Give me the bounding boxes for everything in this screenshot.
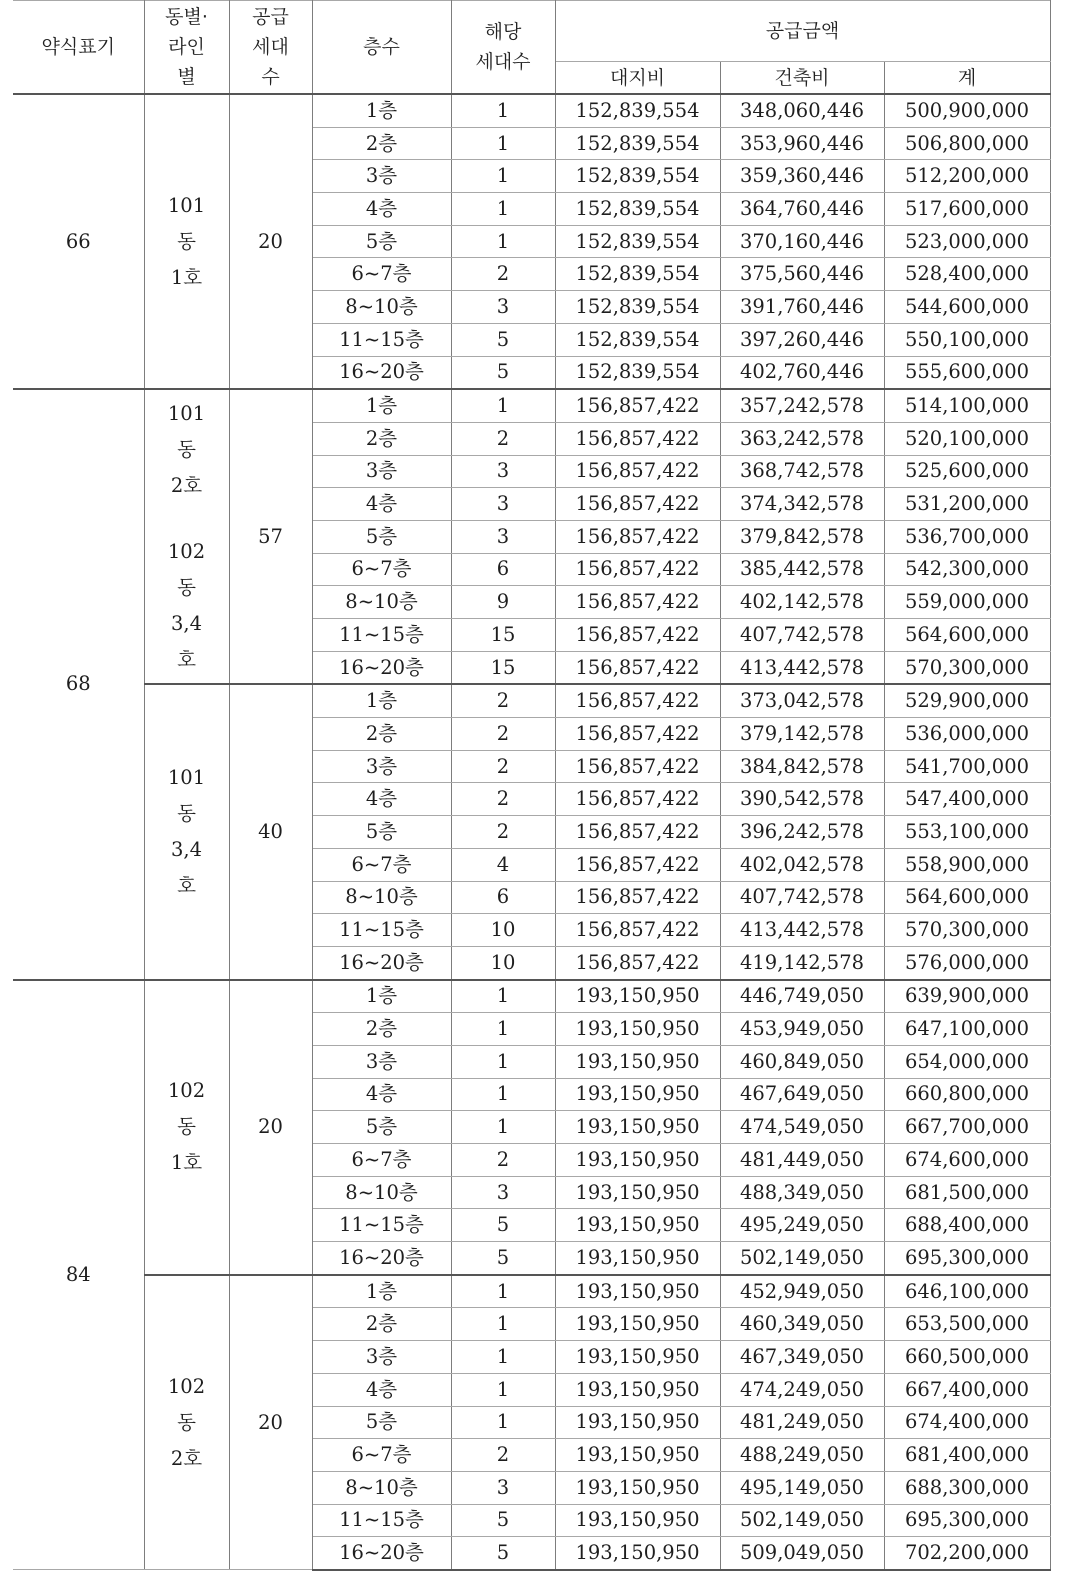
units-cell: 3	[451, 1471, 555, 1504]
floor-cell: 8~10층	[312, 881, 451, 914]
header-building: 건축비	[720, 62, 884, 95]
units-cell: 2	[451, 783, 555, 816]
table-row	[13, 1275, 1050, 1308]
land-cost-cell: 156,857,422	[555, 816, 720, 849]
floor-cell: 8~10층	[312, 1176, 451, 1209]
total-cost-cell: 570,300,000	[884, 914, 1050, 947]
land-cost-cell: 193,150,950	[555, 1504, 720, 1537]
header-land: 대지비	[555, 62, 720, 95]
floor-cell: 2층	[312, 422, 451, 455]
units-cell: 1	[451, 193, 555, 226]
building-cost-cell: 453,949,050	[720, 1013, 884, 1046]
units-cell: 1	[451, 94, 555, 127]
land-cost-cell: 193,150,950	[555, 1471, 720, 1504]
building-cost-cell: 481,449,050	[720, 1144, 884, 1177]
building-cost-cell: 460,849,050	[720, 1045, 884, 1078]
land-cost-cell: 193,150,950	[555, 1045, 720, 1078]
total-cost-cell: 702,200,000	[884, 1537, 1050, 1570]
building-cost-cell: 379,842,578	[720, 520, 884, 553]
building-cost-cell: 488,249,050	[720, 1439, 884, 1472]
units-cell: 3	[451, 1176, 555, 1209]
total-cost-cell: 550,100,000	[884, 323, 1050, 356]
header-building-line-text: 동별· 라인 별	[165, 6, 208, 88]
total-cost-cell: 542,300,000	[884, 553, 1050, 586]
units-cell: 3	[451, 291, 555, 324]
floor-cell: 1층	[312, 980, 451, 1013]
total-cost-cell: 523,000,000	[884, 225, 1050, 258]
land-cost-cell: 193,150,950	[555, 1176, 720, 1209]
land-cost-cell: 193,150,950	[555, 1013, 720, 1046]
floor-cell: 6~7층	[312, 553, 451, 586]
building-cost-cell: 373,042,578	[720, 684, 884, 717]
floor-cell: 4층	[312, 193, 451, 226]
building-cost-cell: 402,042,578	[720, 848, 884, 881]
land-cost-cell: 152,839,554	[555, 356, 720, 389]
floor-cell: 1층	[312, 389, 451, 422]
building-line-text: 3,4	[170, 837, 202, 861]
building-cost-cell: 495,249,050	[720, 1209, 884, 1242]
land-cost-cell: 152,839,554	[555, 291, 720, 324]
total-cost-cell: 570,300,000	[884, 651, 1050, 684]
building-line-text: 101	[167, 193, 206, 217]
units-cell: 4	[451, 848, 555, 881]
units-cell: 5	[451, 1537, 555, 1570]
floor-cell: 3층	[312, 750, 451, 783]
supply-units-cell: 20	[229, 980, 312, 1275]
floor-cell: 16~20층	[312, 946, 451, 979]
table-row	[13, 684, 1050, 717]
building-cost-cell: 353,960,446	[720, 127, 884, 160]
floor-cell: 1층	[312, 684, 451, 717]
supply-units-cell: 57	[229, 389, 312, 684]
floor-cell: 6~7층	[312, 1144, 451, 1177]
total-cost-cell: 688,300,000	[884, 1471, 1050, 1504]
units-cell: 10	[451, 946, 555, 979]
building-cost-cell: 481,249,050	[720, 1406, 884, 1439]
total-cost-cell: 654,000,000	[884, 1045, 1050, 1078]
total-cost-cell: 553,100,000	[884, 816, 1050, 849]
building-line-cell	[144, 389, 229, 684]
building-cost-cell: 368,742,578	[720, 455, 884, 488]
land-cost-cell: 156,857,422	[555, 718, 720, 751]
total-cost-cell: 564,600,000	[884, 881, 1050, 914]
building-line-cell	[144, 684, 229, 979]
total-cost-cell: 559,000,000	[884, 586, 1050, 619]
table-row	[13, 94, 1050, 127]
building-line-text: 호	[177, 647, 196, 671]
floor-cell: 3층	[312, 160, 451, 193]
building-line-text: 101	[167, 401, 206, 425]
land-cost-cell: 152,839,554	[555, 160, 720, 193]
land-cost-cell: 156,857,422	[555, 750, 720, 783]
total-cost-cell: 681,500,000	[884, 1176, 1050, 1209]
total-cost-cell: 639,900,000	[884, 980, 1050, 1013]
units-cell: 5	[451, 1209, 555, 1242]
total-cost-cell: 529,900,000	[884, 684, 1050, 717]
land-cost-cell: 193,150,950	[555, 1242, 720, 1275]
floor-cell: 4층	[312, 783, 451, 816]
building-cost-cell: 363,242,578	[720, 422, 884, 455]
building-cost-cell: 370,160,446	[720, 225, 884, 258]
total-cost-cell: 528,400,000	[884, 258, 1050, 291]
units-cell: 2	[451, 1144, 555, 1177]
land-cost-cell: 193,150,950	[555, 1406, 720, 1439]
building-line-text: 동	[177, 1410, 196, 1434]
building-cost-cell: 509,049,050	[720, 1537, 884, 1570]
floor-cell: 5층	[312, 816, 451, 849]
building-line-text: 호	[177, 873, 196, 897]
building-cost-cell: 502,149,050	[720, 1242, 884, 1275]
building-cost-cell: 419,142,578	[720, 946, 884, 979]
floor-cell: 1층	[312, 94, 451, 127]
building-cost-cell: 467,349,050	[720, 1341, 884, 1374]
land-cost-cell: 156,857,422	[555, 389, 720, 422]
building-cost-cell: 467,649,050	[720, 1078, 884, 1111]
units-cell: 1	[451, 1406, 555, 1439]
building-cost-cell: 488,349,050	[720, 1176, 884, 1209]
floor-cell: 11~15층	[312, 1504, 451, 1537]
building-cost-cell: 385,442,578	[720, 553, 884, 586]
total-cost-cell: 695,300,000	[884, 1242, 1050, 1275]
land-cost-cell: 156,857,422	[555, 783, 720, 816]
total-cost-cell: 674,600,000	[884, 1144, 1050, 1177]
units-cell: 1	[451, 1045, 555, 1078]
units-cell: 3	[451, 488, 555, 521]
building-cost-cell: 413,442,578	[720, 914, 884, 947]
units-cell: 1	[451, 1275, 555, 1308]
units-cell: 1	[451, 1013, 555, 1046]
units-cell: 5	[451, 323, 555, 356]
floor-cell: 6~7층	[312, 1439, 451, 1472]
building-cost-cell: 402,760,446	[720, 356, 884, 389]
land-cost-cell: 193,150,950	[555, 1209, 720, 1242]
floor-cell: 5층	[312, 520, 451, 553]
total-cost-cell: 558,900,000	[884, 848, 1050, 881]
floor-cell: 5층	[312, 1111, 451, 1144]
total-cost-cell: 512,200,000	[884, 160, 1050, 193]
floor-cell: 4층	[312, 1078, 451, 1111]
building-line-text: 101	[167, 765, 206, 789]
units-cell: 5	[451, 356, 555, 389]
units-cell: 1	[451, 389, 555, 422]
building-line-text: 동	[177, 575, 196, 599]
building-line-text: 1호	[170, 1151, 203, 1175]
table-row	[13, 980, 1050, 1013]
units-cell: 1	[451, 160, 555, 193]
header-amount: 공급금액	[555, 1, 1050, 62]
building-line-text: 1호	[170, 265, 203, 289]
floor-cell: 3층	[312, 1045, 451, 1078]
floor-cell: 5층	[312, 225, 451, 258]
supply-units-cell: 20	[229, 1275, 312, 1570]
building-cost-cell: 446,749,050	[720, 980, 884, 1013]
units-cell: 2	[451, 816, 555, 849]
floor-cell: 11~15층	[312, 619, 451, 652]
units-cell: 3	[451, 455, 555, 488]
building-cost-cell: 374,342,578	[720, 488, 884, 521]
land-cost-cell: 156,857,422	[555, 520, 720, 553]
building-cost-cell: 460,349,050	[720, 1308, 884, 1341]
total-cost-cell: 646,100,000	[884, 1275, 1050, 1308]
total-cost-cell: 536,000,000	[884, 718, 1050, 751]
units-cell: 1	[451, 225, 555, 258]
building-cost-cell: 502,149,050	[720, 1504, 884, 1537]
floor-cell: 2층	[312, 1013, 451, 1046]
floor-cell: 16~20층	[312, 1242, 451, 1275]
total-cost-cell: 555,600,000	[884, 356, 1050, 389]
units-cell: 2	[451, 718, 555, 751]
floor-cell: 2층	[312, 127, 451, 160]
land-cost-cell: 152,839,554	[555, 94, 720, 127]
table-header	[13, 1, 1050, 95]
floor-cell: 11~15층	[312, 914, 451, 947]
floor-cell: 3층	[312, 1341, 451, 1374]
total-cost-cell: 536,700,000	[884, 520, 1050, 553]
supply-price-table	[13, 0, 1051, 1571]
units-cell: 2	[451, 258, 555, 291]
floor-cell: 3층	[312, 455, 451, 488]
floor-cell: 4층	[312, 1373, 451, 1406]
building-cost-cell: 375,560,446	[720, 258, 884, 291]
floor-cell: 5층	[312, 1406, 451, 1439]
total-cost-cell: 647,100,000	[884, 1013, 1050, 1046]
total-cost-cell: 576,000,000	[884, 946, 1050, 979]
floor-cell: 1층	[312, 1275, 451, 1308]
units-cell: 1	[451, 127, 555, 160]
land-cost-cell: 193,150,950	[555, 1373, 720, 1406]
land-cost-cell: 152,839,554	[555, 225, 720, 258]
floor-cell: 6~7층	[312, 848, 451, 881]
land-cost-cell: 156,857,422	[555, 914, 720, 947]
land-cost-cell: 156,857,422	[555, 881, 720, 914]
type-label: 66	[13, 94, 144, 389]
land-cost-cell: 193,150,950	[555, 1439, 720, 1472]
building-cost-cell: 407,742,578	[720, 619, 884, 652]
total-cost-cell: 688,400,000	[884, 1209, 1050, 1242]
units-cell: 2	[451, 422, 555, 455]
floor-cell: 4층	[312, 488, 451, 521]
land-cost-cell: 193,150,950	[555, 980, 720, 1013]
units-cell: 1	[451, 1111, 555, 1144]
total-cost-cell: 667,700,000	[884, 1111, 1050, 1144]
total-cost-cell: 660,800,000	[884, 1078, 1050, 1111]
land-cost-cell: 152,839,554	[555, 193, 720, 226]
header-units	[451, 1, 555, 95]
building-cost-cell: 364,760,446	[720, 193, 884, 226]
floor-cell: 2층	[312, 718, 451, 751]
land-cost-cell: 193,150,950	[555, 1537, 720, 1570]
units-cell: 1	[451, 980, 555, 1013]
building-cost-cell: 396,242,578	[720, 816, 884, 849]
total-cost-cell: 674,400,000	[884, 1406, 1050, 1439]
land-cost-cell: 193,150,950	[555, 1144, 720, 1177]
units-cell: 1	[451, 1078, 555, 1111]
units-cell: 15	[451, 619, 555, 652]
building-cost-cell: 348,060,446	[720, 94, 884, 127]
type-label: 84	[13, 980, 144, 1570]
building-line-text: 2호	[170, 1446, 203, 1470]
building-line-cell	[144, 94, 229, 389]
building-line-cell	[144, 1275, 229, 1570]
building-cost-cell: 397,260,446	[720, 323, 884, 356]
total-cost-cell: 541,700,000	[884, 750, 1050, 783]
building-line-text: 102	[167, 539, 206, 563]
land-cost-cell: 193,150,950	[555, 1111, 720, 1144]
units-cell: 15	[451, 651, 555, 684]
building-cost-cell: 379,142,578	[720, 718, 884, 751]
building-cost-cell: 407,742,578	[720, 881, 884, 914]
total-cost-cell: 500,900,000	[884, 94, 1050, 127]
total-cost-cell: 544,600,000	[884, 291, 1050, 324]
total-cost-cell: 520,100,000	[884, 422, 1050, 455]
land-cost-cell: 152,839,554	[555, 127, 720, 160]
floor-cell: 8~10층	[312, 291, 451, 324]
building-line-text: 2호	[170, 473, 203, 497]
building-cost-cell: 474,549,050	[720, 1111, 884, 1144]
building-line-text: 동	[177, 1115, 196, 1139]
total-cost-cell: 517,600,000	[884, 193, 1050, 226]
building-cost-cell: 384,842,578	[720, 750, 884, 783]
header-total: 계	[884, 62, 1050, 95]
units-cell: 1	[451, 1308, 555, 1341]
floor-cell: 16~20층	[312, 1537, 451, 1570]
land-cost-cell: 156,857,422	[555, 586, 720, 619]
building-line-text: 동	[177, 229, 196, 253]
total-cost-cell: 695,300,000	[884, 1504, 1050, 1537]
land-cost-cell: 193,150,950	[555, 1078, 720, 1111]
building-cost-cell: 391,760,446	[720, 291, 884, 324]
building-cost-cell: 413,442,578	[720, 651, 884, 684]
floor-cell: 6~7층	[312, 258, 451, 291]
land-cost-cell: 156,857,422	[555, 619, 720, 652]
land-cost-cell: 156,857,422	[555, 651, 720, 684]
land-cost-cell: 152,839,554	[555, 258, 720, 291]
floor-cell: 11~15층	[312, 1209, 451, 1242]
building-line-text: 동	[177, 801, 196, 825]
total-cost-cell: 660,500,000	[884, 1341, 1050, 1374]
floor-cell: 2층	[312, 1308, 451, 1341]
land-cost-cell: 193,150,950	[555, 1341, 720, 1374]
units-cell: 5	[451, 1242, 555, 1275]
total-cost-cell: 547,400,000	[884, 783, 1050, 816]
header-building-line	[144, 1, 229, 95]
type-label: 68	[13, 389, 144, 979]
header-supply-units	[229, 1, 312, 95]
header-floor: 층수	[312, 1, 451, 95]
total-cost-cell: 514,100,000	[884, 389, 1050, 422]
land-cost-cell: 156,857,422	[555, 848, 720, 881]
units-cell: 6	[451, 553, 555, 586]
units-cell: 5	[451, 1504, 555, 1537]
building-cost-cell: 474,249,050	[720, 1373, 884, 1406]
building-line-gap	[145, 504, 229, 534]
building-cost-cell: 357,242,578	[720, 389, 884, 422]
units-cell: 9	[451, 586, 555, 619]
total-cost-cell: 681,400,000	[884, 1439, 1050, 1472]
header-supply-units-text: 공급 세대 수	[252, 6, 289, 88]
header-type: 약식표기	[13, 1, 144, 95]
supply-units-cell: 40	[229, 684, 312, 979]
land-cost-cell: 156,857,422	[555, 946, 720, 979]
building-line-text: 102	[167, 1374, 206, 1398]
building-line-text: 3,4	[170, 611, 202, 635]
total-cost-cell: 525,600,000	[884, 455, 1050, 488]
land-cost-cell: 152,839,554	[555, 323, 720, 356]
units-cell: 10	[451, 914, 555, 947]
table-row	[13, 389, 1050, 422]
building-cost-cell: 402,142,578	[720, 586, 884, 619]
total-cost-cell: 531,200,000	[884, 488, 1050, 521]
building-cost-cell: 495,149,050	[720, 1471, 884, 1504]
total-cost-cell: 564,600,000	[884, 619, 1050, 652]
land-cost-cell: 156,857,422	[555, 488, 720, 521]
building-line-text: 102	[167, 1079, 206, 1103]
units-cell: 6	[451, 881, 555, 914]
land-cost-cell: 156,857,422	[555, 553, 720, 586]
header-units-text: 해당 세대수	[475, 21, 531, 73]
building-line-cell	[144, 980, 229, 1275]
building-line-text: 동	[177, 437, 196, 461]
units-cell: 2	[451, 1439, 555, 1472]
land-cost-cell: 193,150,950	[555, 1275, 720, 1308]
floor-cell: 8~10층	[312, 586, 451, 619]
total-cost-cell: 667,400,000	[884, 1373, 1050, 1406]
total-cost-cell: 506,800,000	[884, 127, 1050, 160]
floor-cell: 11~15층	[312, 323, 451, 356]
land-cost-cell: 156,857,422	[555, 684, 720, 717]
land-cost-cell: 156,857,422	[555, 422, 720, 455]
units-cell: 2	[451, 750, 555, 783]
land-cost-cell: 193,150,950	[555, 1308, 720, 1341]
total-cost-cell: 653,500,000	[884, 1308, 1050, 1341]
building-cost-cell: 452,949,050	[720, 1275, 884, 1308]
land-cost-cell: 156,857,422	[555, 455, 720, 488]
floor-cell: 16~20층	[312, 356, 451, 389]
floor-cell: 8~10층	[312, 1471, 451, 1504]
units-cell: 2	[451, 684, 555, 717]
supply-units-cell: 20	[229, 94, 312, 389]
floor-cell: 16~20층	[312, 651, 451, 684]
units-cell: 3	[451, 520, 555, 553]
building-cost-cell: 390,542,578	[720, 783, 884, 816]
units-cell: 1	[451, 1341, 555, 1374]
table-body	[13, 94, 1050, 1570]
building-cost-cell: 359,360,446	[720, 160, 884, 193]
units-cell: 1	[451, 1373, 555, 1406]
